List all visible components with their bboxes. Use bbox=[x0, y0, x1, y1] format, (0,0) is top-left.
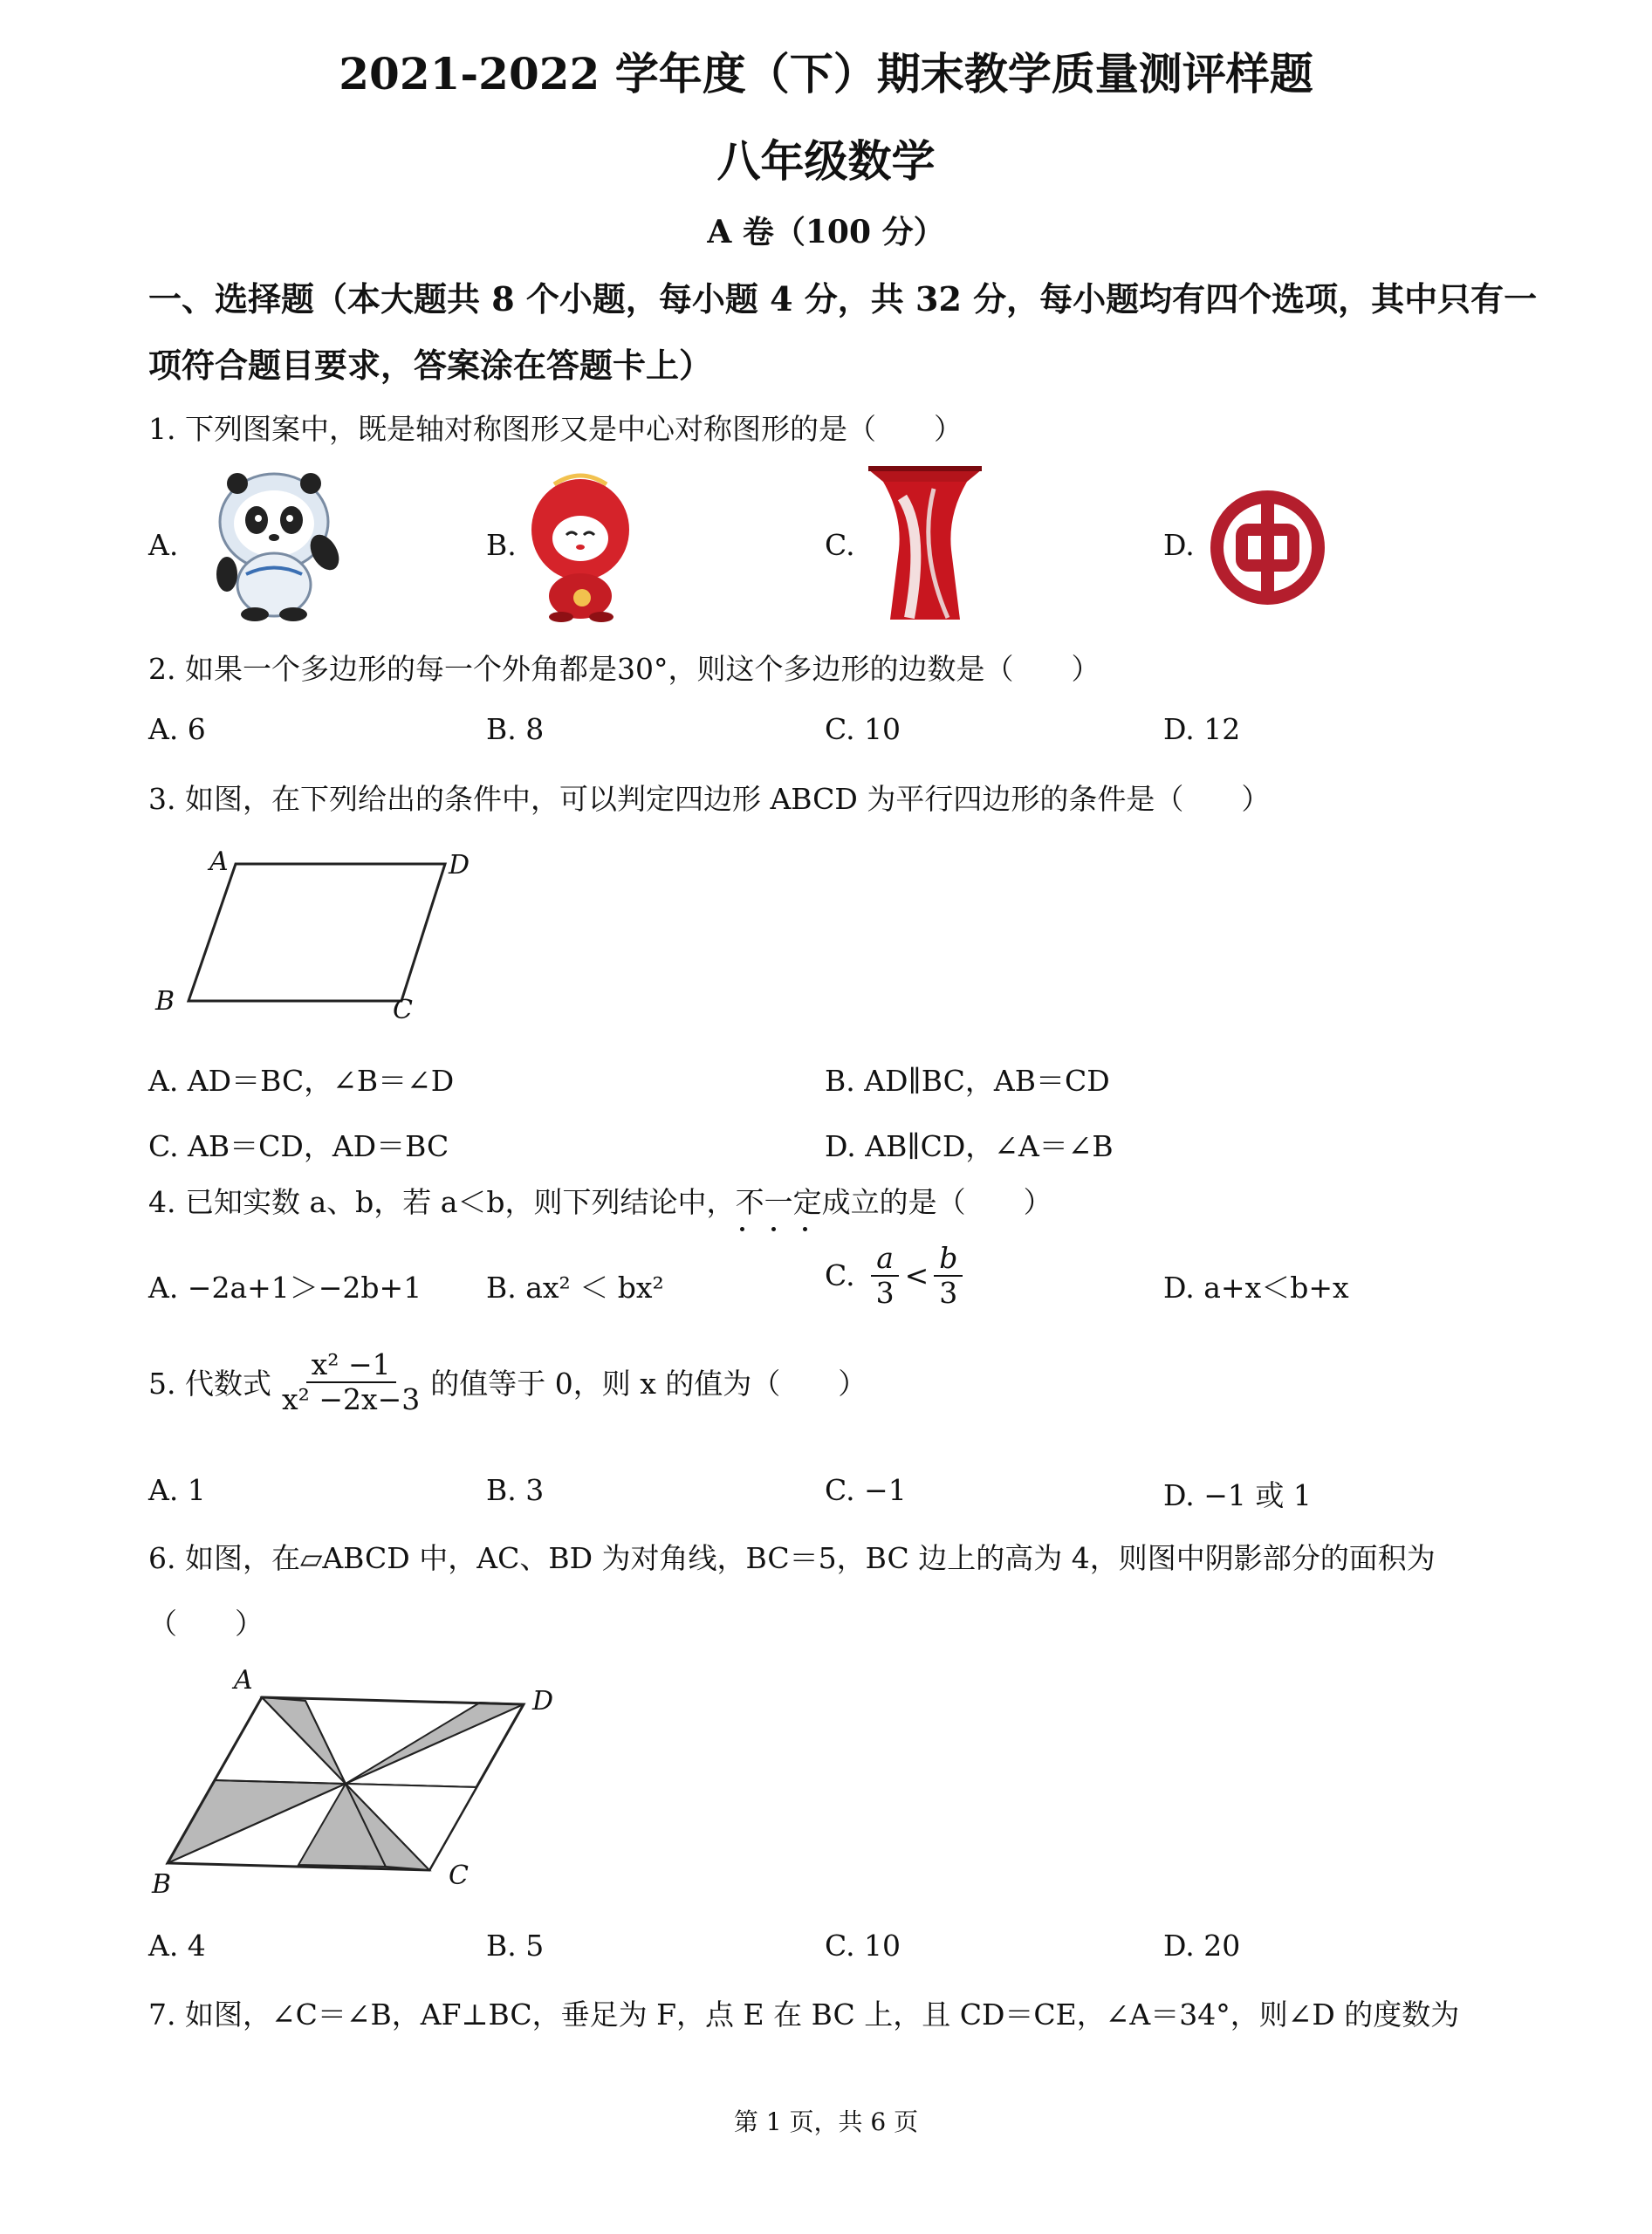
q3-label-a: A bbox=[209, 846, 229, 877]
q5-option-c: C. −1 bbox=[825, 1473, 907, 1507]
red-torch-icon bbox=[864, 463, 986, 624]
question-3-stem: 3. 如图，在下列给出的条件中，可以判定四边形 ABCD 为平行四边形的条件是（ ） bbox=[148, 782, 1271, 816]
question-5-stem: 5. 代数式 $\frac{\text{x² −1}}{\text{x² −2x−3}}$ 的值等于 0，则 x 的值为（ ） bbox=[148, 1347, 867, 1416]
q1-option-c-label: C. bbox=[825, 528, 855, 562]
q6-option-d: D. 20 bbox=[1163, 1929, 1241, 1963]
q6-label-d: D bbox=[532, 1686, 554, 1717]
q3-label-c: C bbox=[393, 995, 413, 1025]
q3-label-d: D bbox=[449, 850, 470, 881]
q4-option-b: B. ax² ＜ bx² bbox=[486, 1271, 664, 1305]
exam-subtitle: 八年级数学 bbox=[716, 135, 936, 187]
q2-option-d: D. 12 bbox=[1163, 712, 1241, 746]
section-heading-line1: 一、选择题（本大题共 8 个小题，每小题 4 分，共 32 分，每小题均有四个选项，其中只有一 bbox=[148, 279, 1538, 319]
q6-label-a: A bbox=[234, 1665, 253, 1696]
q4-option-c: C. $\frac{a}{3}$ < $\frac{b}{3}$ bbox=[825, 1242, 968, 1310]
q5-option-d: D. −1 或 1 bbox=[1163, 1478, 1312, 1512]
parallelogram-abcd-figure bbox=[148, 842, 489, 1025]
q6-label-c: C bbox=[449, 1861, 469, 1891]
q3-option-c: C. AB＝CD，AD＝BC bbox=[148, 1129, 449, 1163]
q4-option-a: A. −2a+1＞−2b+1 bbox=[148, 1271, 422, 1305]
q3-label-b: B bbox=[155, 986, 175, 1017]
question-2-stem: 2. 如果一个多边形的每一个外角都是30°，则这个多边形的边数是（ ） bbox=[148, 652, 1100, 686]
question-1-stem: 1. 下列图案中，既是轴对称图形又是中心对称图形的是（ ） bbox=[148, 412, 963, 446]
q3-option-a: A. AD＝BC，∠B＝∠D bbox=[148, 1064, 455, 1098]
q1-option-d-label: D. bbox=[1163, 528, 1195, 562]
question-4-stem: 4. 已知实数 a、b，若 a＜b，则下列结论中，不一定成立的是（ ） bbox=[148, 1185, 1052, 1219]
bank-logo-icon bbox=[1209, 489, 1326, 606]
q5-option-a: A. 1 bbox=[148, 1473, 206, 1507]
q6-option-b: B. 5 bbox=[486, 1929, 545, 1963]
emphasis-dots bbox=[732, 1218, 815, 1235]
question-6-stem: 6. 如图，在▱ABCD 中，AC、BD 为对角线，BC＝5，BC 边上的高为 4，则图中阴影部分的面积为 bbox=[148, 1541, 1436, 1575]
q2-option-b: B. 8 bbox=[486, 712, 545, 746]
q6-label-b: B bbox=[152, 1869, 172, 1900]
q4-option-d: D. a+x＜b+x bbox=[1163, 1271, 1349, 1305]
q5-option-b: B. 3 bbox=[486, 1473, 545, 1507]
page-footer: 第 1 页，共 6 页 bbox=[733, 2107, 919, 2136]
exam-title: 2021-2022 学年度（下）期末教学质量测评样题 bbox=[339, 48, 1313, 99]
q1-option-a-label: A. bbox=[148, 528, 179, 562]
q6-option-a: A. 4 bbox=[148, 1929, 206, 1963]
question-7-stem: 7. 如图，∠C＝∠B，AF⊥BC，垂足为 F，点 E 在 BC 上，且 CD＝CE，∠A＝34°，则∠D 的度数为 bbox=[148, 1998, 1460, 2032]
q2-option-a: A. 6 bbox=[148, 712, 206, 746]
section-heading-line2: 项符合题目要求，答案涂在答题卡上） bbox=[148, 346, 713, 385]
q6-option-c: C. 10 bbox=[825, 1929, 901, 1963]
q3-option-d: D. AB∥CD，∠A＝∠B bbox=[825, 1129, 1114, 1163]
q2-option-c: C. 10 bbox=[825, 712, 901, 746]
lantern-mascot-icon bbox=[528, 467, 633, 624]
emphasis-not-necessarily: 不一定 bbox=[735, 1185, 822, 1219]
q1-option-b-label: B. bbox=[486, 528, 517, 562]
shaded-parallelogram-figure bbox=[148, 1662, 585, 1889]
part-heading: A 卷（100 分） bbox=[707, 214, 945, 250]
question-6-stem-cont: （ ） bbox=[148, 1607, 264, 1641]
panda-mascot-icon bbox=[194, 469, 360, 622]
q3-option-b: B. AD∥BC，AB＝CD bbox=[825, 1064, 1110, 1098]
